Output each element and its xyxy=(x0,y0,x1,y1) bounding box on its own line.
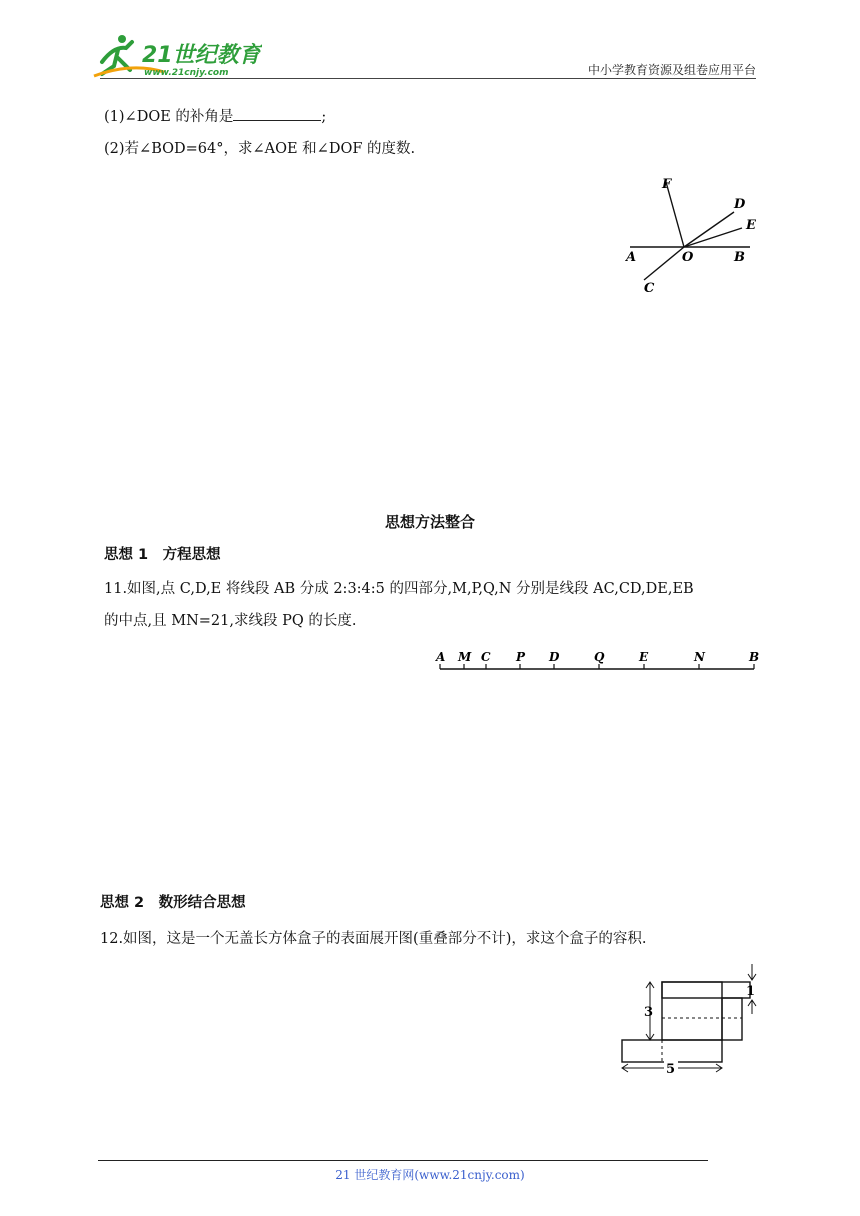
point-a: A xyxy=(436,650,446,664)
point-n: N xyxy=(694,650,705,664)
point-p: P xyxy=(516,650,526,664)
footer-divider xyxy=(98,1160,708,1161)
q11-line2: 的中点,且 MN=21,求线段 PQ 的长度. xyxy=(104,613,357,629)
angle-figure xyxy=(610,168,770,298)
dim-3-label: 3 xyxy=(644,1005,654,1020)
net-center-face xyxy=(662,982,722,1040)
point-m: M xyxy=(458,650,472,664)
logo-text: 21世纪教育 xyxy=(142,43,261,68)
idea2-heading: 思想 2 数形结合思想 xyxy=(100,895,246,911)
q12-text: 12.如图，这是一个无盖长方体盒子的表面展开图(重叠部分不计)，求这个盒子的容积. xyxy=(100,931,647,947)
ray-oe xyxy=(684,228,742,247)
label-b: B xyxy=(734,250,745,265)
label-d: D xyxy=(734,197,746,212)
segment-ticks xyxy=(440,664,754,669)
q10-part1 xyxy=(104,106,326,127)
label-a: A xyxy=(626,250,637,265)
ray-oc xyxy=(644,247,684,280)
header-platform-text: 中小学教育资源及组卷应用平台 xyxy=(587,63,756,77)
point-c: C xyxy=(481,650,491,664)
net-right-face xyxy=(722,998,742,1040)
point-d: D xyxy=(549,650,560,664)
header-divider xyxy=(100,78,756,79)
label-f: F xyxy=(662,177,672,192)
label-e: E xyxy=(746,218,756,233)
dim-5-label: 5 xyxy=(666,1062,676,1077)
q11-line1: 11.如图,点 C,D,E 将线段 AB 分成 2:3:4:5 的四部分,M,P,Q,N 分别是线段 AC,CD,DE,EB xyxy=(104,581,694,597)
point-q: Q xyxy=(594,650,605,664)
segment-figure xyxy=(430,648,770,678)
label-c: C xyxy=(644,281,655,296)
point-e: E xyxy=(639,650,649,664)
footer-link[interactable]: 21 世纪教育网(www.21cnjy.com) xyxy=(335,1168,525,1182)
net-top-face xyxy=(662,982,750,998)
logo-url: www.21cnjy.com xyxy=(144,68,229,78)
box-net-figure xyxy=(610,960,770,1080)
ray-od xyxy=(684,212,734,247)
dim-1-label: 1 xyxy=(746,984,756,999)
point-b: B xyxy=(749,650,760,664)
label-o: O xyxy=(682,250,694,265)
idea1-heading: 思想 1 方程思想 xyxy=(104,547,221,563)
q10-part2: (2)若∠BOD=64°，求∠AOE 和∠DOF 的度数. xyxy=(104,141,416,157)
site-logo xyxy=(92,32,262,80)
q10-part1-prefix: (1)∠DOE 的补角是 xyxy=(104,109,234,125)
section-title: 思想方法整合 xyxy=(384,513,475,531)
answer-blank xyxy=(233,106,321,121)
net-bottom-face xyxy=(622,1040,722,1062)
q10-part1-suffix: ; xyxy=(321,109,327,125)
